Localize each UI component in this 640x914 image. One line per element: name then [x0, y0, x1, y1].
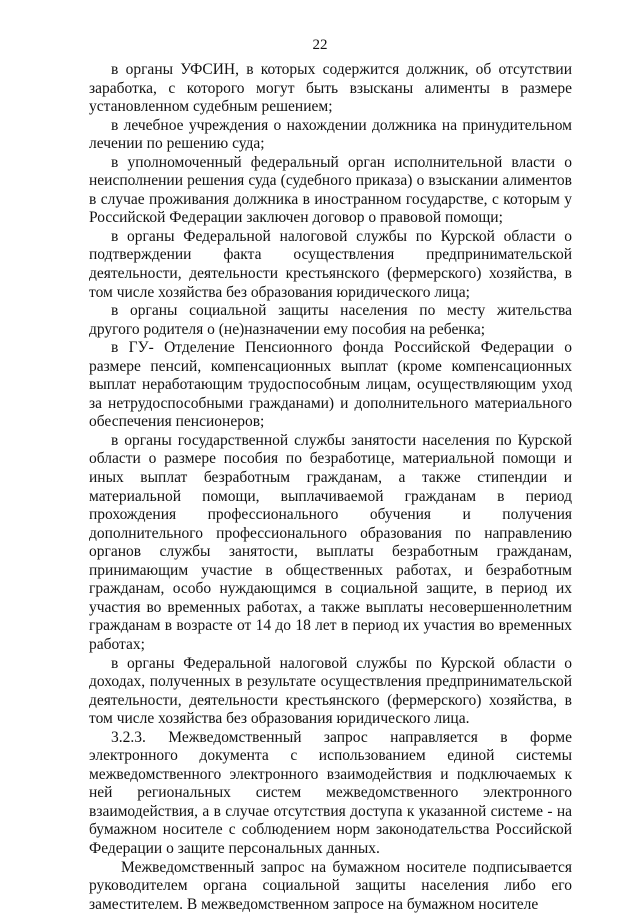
- paragraph-social-protection: в органы социальной защиты населения по месту жительства другого родителя о (не)назначении ему пособия на ребенка;: [89, 302, 572, 338]
- paragraph-employment-service: в органы государственной службы занятости населения по Курской области о размере пособия по безработице, материальной помощи и иных выплат безработным гражданам, а также стипендии и материальной помощи, выплачиваемой гражданам в период прохождения профессионального обучения и получения дополнительного профессионального образования по направлению органов службы занятости, выплаты безработным гражданам, принимающим участие в общественных работах, и безработным гражданам, особо нуждающимся в социальной защите, в период их участия во временных работах, а также выплаты несовершеннолетним гражданам в возрасте от 14 до 18 лет в период их участия во временных работах;: [89, 431, 572, 653]
- paragraph-medical-institution: в лечебное учреждения о нахождении должника на принудительном лечении по решению суда;: [89, 116, 572, 153]
- paragraph-federal-executive-body: в уполномоченный федеральный орган исполнительной власти о неисполнении решения суда (судебного приказа) о взыскании алиментов в случае проживания должника в иностранном государстве, с которым у Российской Федерации заключен договор о правовой помощи;: [89, 153, 572, 227]
- paragraph-pension-fund: в ГУ- Отделение Пенсионного фонда Российской Федерации о размере пенсий, компенсационных выплат (кроме компенсационных выплат неработающим трудоспособным лицам, осуществляющим уход за нетрудоспособными гражданами) и дополнительного материального обеспечения пенсионеров;: [89, 339, 572, 431]
- paragraph-tax-service-income: в органы Федеральной налоговой службы по Курской области о доходах, полученных в результате осуществления предпринимательской деятельности, деятельности крестьянского (фермерского) хозяйства, в том числе хозяйства без образования юридического лица.: [89, 654, 572, 728]
- document-body: [89, 61, 572, 914]
- paragraph-section-3-2-3: 3.2.3. Межведомственный запрос направляется в форме электронного документа с использованием единой системы межведомственного электронного взаимодействия и подключаемых к ней региональных систем межведомственного электронного взаимодействия, а в случае отсутствия доступа к указанной системе - на бумажном носителе с соблюдением норм законодательства Российской Федерации о защите персональных данных.: [89, 728, 572, 857]
- paragraph-ufsin: в органы УФСИН, в которых содержится должник, об отсутствии заработка, с которого могут быть взысканы алименты в размере установленном судебным решением;: [89, 61, 572, 116]
- paragraph-paper-request: Межведомственный запрос на бумажном носителе подписывается руководителем органа социальной защиты населения либо его заместителем. В межведомственном запросе на бумажном носителе: [89, 858, 572, 913]
- paragraph-tax-service-entrepreneurship: в органы Федеральной налоговой службы по Курской области о подтверждении факта осуществления предпринимательской деятельности, деятельности крестьянского (фермерского) хозяйства, в том числе хозяйства без образования юридического лица;: [89, 227, 572, 301]
- page-number: 22: [312, 37, 328, 53]
